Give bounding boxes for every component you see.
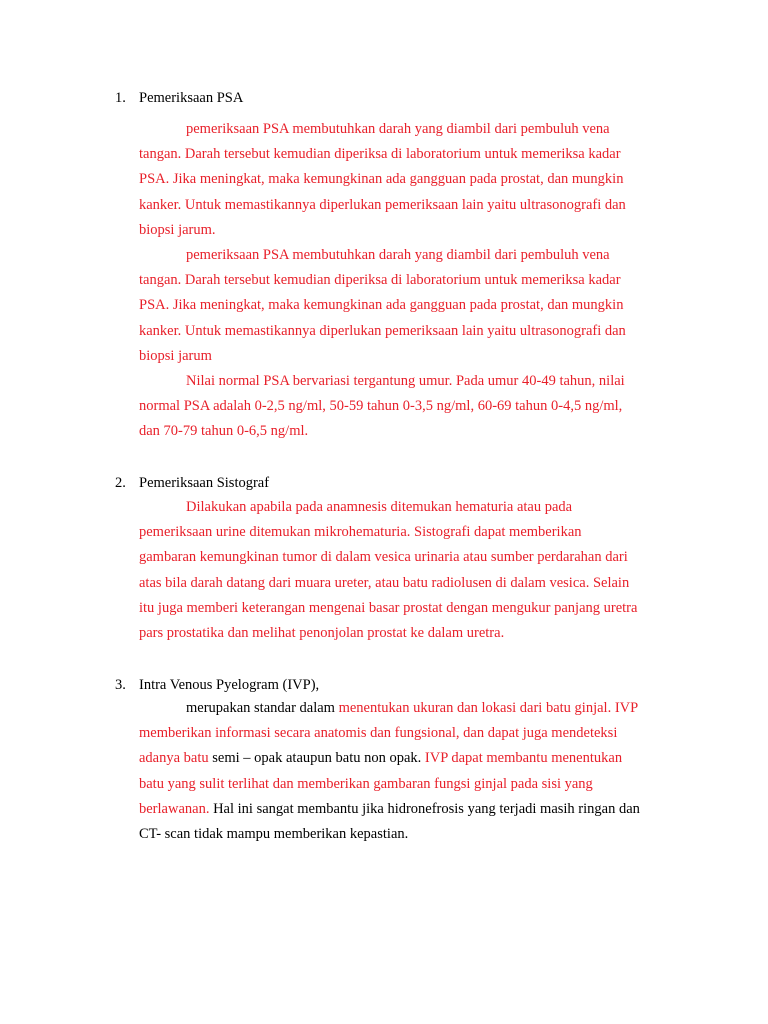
text-line: pemeriksaan PSA membutuhkan darah yang diambil dari pembuluh vena [186,247,610,263]
text-line: PSA. Jika meningkat, maka kemungkinan ada gangguan pada prostat, dan mungkin [139,297,624,314]
text-line: Nilai normal PSA bervariasi tergantung umur. Pada umur 40-49 tahun, nilai [186,373,625,389]
text-line [139,797,679,822]
section-number: 3. [115,677,126,693]
section-title: Intra Venous Pyelogram (IVP), [139,677,320,693]
paragraph [139,696,679,847]
text-run: CT- scan tidak mampu memberikan kepastian. [139,826,409,843]
text-line: atas bila darah datang dari muara ureter, atau batu radiolusen di dalam vesica. Selain [139,574,630,591]
text-line [139,822,679,847]
text-run: berlawanan. [139,800,210,817]
text-line: normal PSA adalah 0-2,5 ng/ml, 50-59 tahun 0-3,5 ng/ml, 60-69 tahun 0-4,5 ng/ml, [139,398,623,415]
paragraph [139,495,679,646]
text-run: menentukan ukuran dan lokasi dari batu ginjal. IVP [338,700,639,716]
text-line [139,721,679,746]
section-number: 1. [115,90,126,106]
text-run: merupakan standar dalam [186,700,339,716]
text-line: pars prostatika dan melihat penonjolan prostat ke dalam uretra. [139,625,505,642]
text-line: biopsi jarum [139,347,212,364]
text-run: adanya batu [139,750,209,767]
section-title: Pemeriksaan PSA [139,90,244,106]
text-line: PSA. Jika meningkat, maka kemungkinan ada gangguan pada prostat, dan mungkin [139,171,624,188]
text-line: itu juga memberi keterangan mengenai basar prostat dengan mengukur panjang uretra [139,599,638,616]
text-line: dan 70-79 tahun 0-6,5 ng/ml. [139,423,309,440]
text-line: kanker. Untuk memastikannya diperlukan pemeriksaan lain yaitu ultrasonografi dan [139,196,626,213]
text-run: IVP dapat membantu menentukan [424,750,623,767]
section-number: 2. [115,475,126,491]
text-line: Dilakukan apabila pada anamnesis ditemukan hematuria atau pada [186,499,573,515]
paragraph [139,117,679,243]
text-line [139,746,679,771]
text-line: tangan. Darah tersebut kemudian diperiksa di laboratorium untuk memeriksa kadar [139,146,621,163]
text-line: tangan. Darah tersebut kemudian diperiksa di laboratorium untuk memeriksa kadar [139,272,621,289]
text-run: semi – opak ataupun batu non opak. [208,750,425,767]
section-title: Pemeriksaan Sistograf [139,475,270,491]
text-line: gambaran kemungkinan tumor di dalam vesica urinaria atau sumber perdarahan dari [139,549,628,566]
text-line [139,772,679,797]
text-run: Hal ini sangat membantu jika hidronefrosis yang terjadi masih ringan dan [209,800,640,817]
text-run: batu yang sulit terlihat dan memberikan gambaran fungsi ginjal pada sisi yang [139,775,593,792]
section-heading [115,676,319,694]
section-heading [115,474,269,492]
text-line: biopsi jarum. [139,221,216,238]
paragraph [139,369,679,445]
text-line: pemeriksaan PSA membutuhkan darah yang diambil dari pembuluh vena [186,121,610,137]
text-line: kanker. Untuk memastikannya diperlukan pemeriksaan lain yaitu ultrasonografi dan [139,322,626,339]
text-run: memberikan informasi secara anatomis dan fungsional, dan dapat juga mendeteksi [139,725,618,742]
text-line: pemeriksaan urine ditemukan mikrohematuria. Sistografi dapat memberikan [139,524,582,541]
section-heading [115,89,243,107]
paragraph [139,243,679,369]
text-line [139,696,679,721]
